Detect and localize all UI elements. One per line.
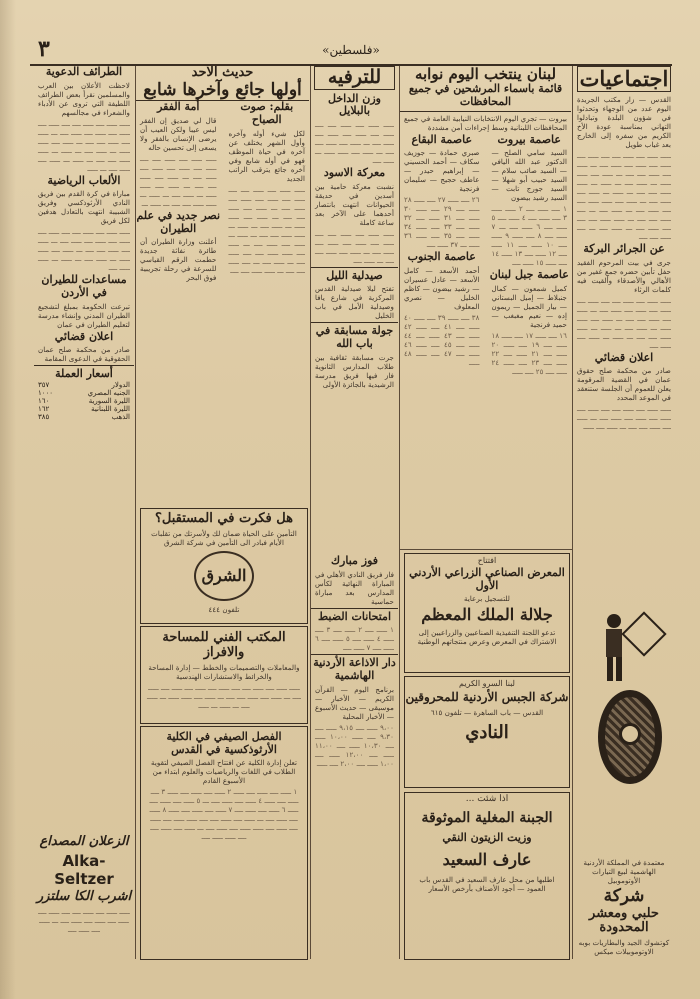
- page-header-bar: [30, 38, 672, 66]
- exams-filler: ١ ـــــ ــــ ٢ ـــــ ــــ ٣ ــــ ـــــ ٤ ـــــ ــــ ٥ ـــــ ــــ ٦ ـــــ ــــ ٧ ـــــ ــــ: [315, 625, 394, 653]
- cheese-ad-line1: الجبنة المغلية الموثوقة: [421, 810, 553, 826]
- lebanon-districts: [400, 134, 571, 376]
- entertainment-subtitle: وزن الداخل بالبلايل: [328, 91, 381, 118]
- survey-office-ad-box: [140, 626, 308, 724]
- exhibition-ad-box: [404, 553, 570, 673]
- district-filler-1: ١ ــــ ـــــ ــــ ٢ ـــــ ـــــ ٣ ــــ ـــــ ــــ ٤ ـــــ ــــ ٥ ـــــ ــــ ٦ ـــــ ــــ ـــ ٧ ـــــ ــــ ٨ ــــ ـــــ ٩ ـــــ ــــ ١٠ ـــــ ــــ ١١ ـــــ ــــ ١٢ ـــــ ــــ ١٣ ـــــ ١٤ ــــ ـــــ ١٥ ـــــ ــــ: [491, 204, 567, 268]
- column-lebanon: [400, 66, 571, 549]
- entertainment-filler-1: ـــــ ـــــ ــــ ـــــ ــــ ــــ ـــــ ــــ ـــــ ــــ ـــــ ــــ ـــــ ــــ ـــ ـــــ ــــ ـــــ ــــ ــــ ـــ ـــــ ــــ ـــــ ـــــ ـــ ـــــ ــــ: [315, 120, 394, 166]
- tire-ad-small: كوتشوك الجيد والبطاريات بوبه الاوتوموبيلات ميكس: [578, 938, 670, 957]
- insurance-ad-text: التأمين على الحياة ضمان لك ولأسرتك من تقلبات الأيام فبادر الى التأمين في شركة الشرق: [151, 528, 297, 547]
- currency-row: الذهب ٣٨٥: [38, 412, 130, 421]
- social-title: اجتماعيات: [577, 66, 671, 92]
- company-ad-pre: لبنا السرو الكريم: [459, 679, 515, 688]
- insurance-ad-phone: تلفون ٤٤٤: [208, 604, 240, 614]
- talk-subheadline: أولها جائع وآخرها شابع: [136, 81, 309, 102]
- company-ad-box: [404, 676, 570, 788]
- talk-filler-1: ـــــ ـــــ ــــ ـــــ ــــ ــــ ـــــ ــــ ـــــ ــــ ـــــ ــــ ـــــ ــــ ـــ ـــــ ــــ ـــــ ــــ ــــ ـــ ـــــ ــــ ـــــ ـــــ ـــ ـــــ ــــ ـــ ـــــ ـــ ـــــ ـــــ ــــ ــــ ـــ ـــــ ـــ ـــــ ــــ ـــــ ــــ ـــ ـــــ ــــ ـــــ ـــــ ــــ ــــ ـــــ ــــ ـــ ـــــ ــــ ـــ ــــ ـــــ ــــ ــــ ـــ ـــــ ـــــ ــــ ــــ: [228, 184, 305, 275]
- tire-ad-picture: [590, 612, 660, 792]
- talk-filler-2: ـــــ ـــــ ــــ ـــــ ــــ ــــ ـــــ ــــ ـــــ ــــ ـــــ ــــ ـــــ ــــ ـــ ـــــ ــــ ـــــ ــــ ــــ ـــ ـــــ ــــ ـــــ ـــــ ـــ ـــــ ــــ ـــ ـــــ ـــ ـــــ ـــــ ــــ ــــ ـــ ـــــ ـــ: [140, 154, 217, 209]
- school-ad-text: تعلن إدارة الكلية عن افتتاح الفصل الصيفي لتقوية الطلاب في اللغات والرياضيات والعلوم ابتداء من الأسبوع القادم: [151, 758, 297, 786]
- sports-filler-1: ـــــ ـــــ ــــ ـــــ ــــ ــــ ـــــ ــــ ـــــ ــــ ـــــ ــــ ـــــ ــــ ـــ ـــــ ــــ ـــــ ــــ ــــ ـــ ـــــ ــــ ـــــ ـــــ ـــ ـــــ ــــ ـــ ـــــ ـــ ـــــ ـــــ ــــ ــــ ـــ ـــــ ـــ ـــــ ــــ ـــــ ــــ ـــ ـــــ: [38, 118, 130, 173]
- insurance-ad-question: هل فكرت في المستقبل؟: [155, 511, 293, 526]
- cheese-ad-text: اطلبها من محل عارف السعيد في القدس باب العمود — أجود الأصناف بأرخص الأسعار: [419, 875, 555, 894]
- entertainment-title: للترفيه: [314, 66, 395, 90]
- contest-text: جرت مسابقة ثقافية بين طلاب المدارس الثانوية فاز فيها فريق مدرسة الرشيدية بالجائزة الأولى: [315, 352, 394, 389]
- radio-filler: ٩،٠٠ ـــــ ــــ ٩،١٥ ـــــ ــــ ٩،٣٠ ــــ ـــــ ١٠،٠٠ ـــــ ــــ ١٠،٣٠ ـــــ ــــ ١١،٠٠ ـــــ ــــ ١٢،٠٠ ـــــ ــــ ١،٠٠ ـــــ ــــ ٢،٠٠ ــــ ـــــ: [315, 722, 394, 768]
- district-2-title: عاصمة جبل لبنان: [489, 268, 569, 282]
- victory-title: فوز مبارك: [330, 555, 379, 567]
- exhibition-ad-line1: المعرض الصناعي الزراعي الأردني الأول: [409, 566, 565, 592]
- district-3-text: صبري حمادة — جوزيف سكاف — أحمد الحسيني — إبراهيم حيدر — عاطف حجيج — سليمان فرنجية: [404, 148, 480, 194]
- tire-ad-desc: معتمدة في المملكة الأردنية الهاشمية لبيع التيارات الأوتوموبيل: [583, 858, 665, 885]
- district-1-text: السيد سامي الصلح — الدكتور عبد الله اليافي — السيد صائب سلام — السيد حبيب أبو شهلا — السيد جورج تابت — السيد رشيد بيضون: [491, 148, 567, 203]
- school-ad-box: [140, 726, 308, 960]
- column-rule-2: [399, 66, 400, 959]
- company-ad-line3: النادي: [465, 721, 509, 743]
- district-4-text: أحمد الأسعد — كامل الأسعد — عادل عسيران — رشيد بيضون — كاظم الخليل — نصري المعلوف: [404, 265, 480, 311]
- contest-title: جولة مسابقة في باب الله: [311, 322, 398, 350]
- tire-ad-line1: شركة: [603, 886, 645, 906]
- social-section-1-text: جرى في بيت المرحوم الفقيد حفل تأبين حضره جمع غفير من الأهالي والأصدقاء وألقيت فيه كلمات الرثاء: [577, 257, 671, 294]
- district-1-title: عاصمة بيروت: [497, 132, 561, 146]
- social-filler-1: ـــــ ـــــ ــــ ـــــ ــــ ــــ ـــــ ــــ ـــــ ــــ ـــــ ــــ ـــــ ــــ ـــ ـــــ ــــ ـــــ ــــ ــــ ـــ ـــــ ــــ ـــــ ـــــ ـــ ـــــ ــــ ـــ ـــــ ـــ ـــــ ـــــ ــــ ــــ ـــ ـــــ ـــ ـــــ ــــ ـــــ ــــ ـــ ـــــ ــــ ـــــ ـــــ ــــ ــــ ـــــ ــــ ـــ ـــــ ــــ ـــ ــــ ـــــ ــــ ــــ ـــ ـــــ ـــــ ــــ ــــ ــــ ـــــ ــــ ـــ ـــــ ــــ ـــ ــــ ـــــ ــــ ــــ: [577, 151, 671, 242]
- talk-text-2: قال لي صديق إن الفقر ليس عيبا ولكن العيب أن يرضى الإنسان بالفقر ولا يسعى إلى تحسين حاله: [140, 116, 217, 153]
- pharmacy-text: تفتح ليلا صيدلية القدس المركزية في شارع يافا وصيدلية الأمل في باب الخليل: [315, 284, 394, 321]
- survey-office-title: المكتب الفني للمساحة والافراز: [162, 630, 286, 660]
- alka-seltzer-ad: [34, 835, 134, 955]
- currency-row: الجنيه المصري ١٠٠٠: [38, 388, 130, 397]
- alka-ad-bottom: اشرب الكا سلتزر: [36, 888, 132, 904]
- exams-title: امتحانات الضبط: [311, 608, 398, 624]
- talk-headline: حديث الاحد: [191, 66, 254, 80]
- tire-ad-line3: المحدودة: [599, 920, 649, 936]
- entertainment-filler-2: ـــــ ـــــ ــــ ـــــ ــــ ــــ ـــــ ــــ ـــــ ــــ ـــــ ــــ ـــــ ــــ ـــ ـــــ ــــ ـــــ ــــ ــــ ـــ ـــــ ــــ: [315, 228, 394, 265]
- talk-text-3: أعلنت وزارة الطيران أن طائرة نفاثة جديدة حطمت الرقم القياسي للسرعة في رحلة تجريبية فوق البحر: [140, 237, 217, 283]
- pharmacy-title: صيدلية الليل: [311, 267, 398, 283]
- tire-icon: [598, 690, 662, 784]
- school-ad-title: الفصل الصيفي في الكلية الأرثوذكسية في القدس: [166, 730, 282, 756]
- lebanon-headline: لبنان ينتخب اليوم نوابه: [414, 66, 557, 83]
- school-ad-filler: ١ ـــــ ــــ ـــــ ــــ ـــــ ٢ ـــــ ــــ ـــــ ــــ ـــــ ٣ ــــ ـــــ ــــ ـــــ ٤ ـــــ ــــ ـــــ ــــ ـــ ٥ ـــــ ــــ ـــــ ــــ ـــــ ٦ ـــــ ــــ ـــــ ــــ ٧ ـــــ ــــ ـــــ ــــ ـــــ ٨ ـــــ ــــ ـــــ ــــ ـــ ـــــ ــــ ـــــ ــــ ــــ ـــــ ـــــ ــــ ـــــ ــــ ـــــ ــــ ـــــ ـــــ ــــ ـــــ ــــ ـــ ـــــ ــــ ـــــ ــــ ــــ ـــــ ـــــ ــــ: [149, 787, 299, 842]
- talk-sub-2: نصر جديد في علم الطيران: [136, 209, 221, 235]
- lebanon-subheadline: قائمة باسماء المرشحين في جميع المحافظات: [400, 83, 571, 111]
- district-4-title: عاصمة الجنوب: [407, 250, 476, 264]
- district-filler-3: ٢٦ ــــ ـــــ ٢٧ ــــ ـــــ ٢٨ ـــــ ــــ ٢٩ ــــ ـــــ ٣٠ ـــــ ــــ ٣١ ـــــ ــــ ٣٢ ـــــ ــــ ٣٣ ــــ ـــــ ٣٤ ـــــ ــــ ٣٥ ــــ ـــــ ٣٦ ـــــ ـــ ٣٧ ـــــ ــــ: [404, 195, 480, 250]
- cheese-ad-line3: عارف السعيد: [442, 849, 532, 869]
- column-entertainment: [311, 66, 398, 549]
- victory-text: فاز فريق النادي الأهلي في المباراة النهائية لكأس المدارس بعد مباراة حماسية: [315, 569, 394, 606]
- alka-ad-top: الزعلان المصداع: [39, 835, 129, 849]
- cheese-ad-box: [404, 792, 570, 960]
- lebanon-intro: بيروت — تجري اليوم الانتخابات النيابية العامة في جميع المحافظات اللبنانية وسط إجراءات أمن مشددة: [404, 113, 567, 132]
- tire-ad-line2: حلبي ومعشر: [589, 905, 659, 921]
- exhibition-ad-text: تدعو اللجنة التنفيذية الصناعيين والزراعيين إلى الاشتراك في المعرض وعرض منتجاتهم الوطنية: [417, 627, 557, 646]
- currency-row: الليرة السورية ١٦٠: [38, 396, 130, 405]
- insurance-emblem-icon: [194, 551, 254, 601]
- tire-ad: [573, 856, 675, 958]
- social-filler-2: ـــــ ـــــ ــــ ـــــ ــــ ــــ ـــــ ــــ ـــــ ــــ ـــــ ــــ ـــــ ــــ ـــ ـــــ ــــ ـــــ ــــ ــــ ـــ ـــــ ــــ ـــــ ـــــ ـــ ـــــ ــــ ـــ ـــــ ـــ ـــــ ـــــ ــــ ــــ ـــ ـــــ ـــ ـــــ ــــ ـــــ ــــ: [577, 295, 671, 350]
- lebanon-bottom-rule: [400, 549, 572, 550]
- alka-ad-filler: ـــــ ـــــ ــــ ـــــ ــــ ــــ ـــــ ــــ ـــــ ــــ ـــــ ــــ ـــــ ــــ ـــ ـــــ ــــ ـــــ ــــ: [38, 906, 130, 934]
- column-rule-1: [572, 66, 573, 959]
- exhibition-ad-pre: افتتاح: [477, 556, 497, 565]
- radio-title: دار الاذاعة الأردنية الهاشمية: [311, 654, 398, 682]
- court-notice-text: صادر من محكمة صلح عمان الحقوقية في الدعوى المقامة: [38, 345, 130, 364]
- column-sports: [34, 66, 134, 961]
- currency-row: الليرة اللبنانية ١٦٢: [38, 404, 130, 413]
- court-notice-title: اعلان قضائي: [54, 329, 114, 343]
- lions-title: معركة الاسود: [323, 166, 386, 180]
- district-filler-2: ١٦ ــــ ـــــ ١٧ ــــ ـــــ ١٨ ـــــ ــــ ١٩ ــــ ـــــ ٢٠ ـــــ ــــ ٢١ ـــــ ــــ ٢٢ ـــــ ــــ ٢٣ ــــ ـــــ ٢٤ ـــــ ــــ ٢٥ ــــ ـــــ: [491, 330, 568, 376]
- company-ad-line1: شركة الجبس الأردنية للمحروقين: [405, 690, 569, 704]
- currency-row: الدولار ٣٥٧: [38, 380, 130, 389]
- anecdotes-title: الطرائف الدعوية: [45, 66, 123, 78]
- district-3-title: عاصمة البقاع: [411, 132, 473, 146]
- tire-man-icon: [594, 612, 634, 682]
- talk-body: [136, 101, 309, 282]
- anecdotes-text: لاحظت الأعلان بين العرب والمسلمين نقرأ بعض الطرائف اللطيفة التي تروى عن الأدباء والشعراء في مجالسهم: [38, 80, 130, 117]
- aviation-title: مساعدات للطيران في الأردن: [41, 273, 127, 299]
- column-middle-lower: [311, 555, 398, 961]
- social-intro: القدس — زار مكتب الجريدة اليوم عدد من الوجهاء وتحدثوا في شؤون البلدة وتبادلوا التهاني بمناسبة عودة الأخ الكريم من سفره إلى الخارج بعد غياب طويل: [577, 95, 671, 150]
- alka-ad-brand: Alka-Seltzer: [54, 851, 114, 888]
- survey-office-text: والمعاملات والتصميمات والخطط — إدارة المساحة والخرائط والاستشارات الهندسية: [148, 662, 300, 681]
- newspaper-name: «فلسطين»: [322, 43, 380, 57]
- exhibition-ad-line3: جلالة الملك المعظم: [421, 605, 553, 625]
- district-filler-4: ٣٨ ــــ ـــــ ٣٩ ــــ ـــــ ٤٠ ـــــ ــــ ٤١ ــــ ـــــ ٤٢ ـــــ ــــ ٤٣ ـــــ ــــ ٤٤ ـــــ ــــ ٤٥ ــــ ـــــ ٤٦ ـــــ ــــ ٤٧ ــــ ـــــ ٤٨ ـــــ: [404, 312, 480, 367]
- cheese-ad-line2: وزيت الزيتون النقي: [442, 831, 532, 845]
- column-sunday-talk: [136, 66, 309, 529]
- page-number: ٣: [38, 36, 50, 62]
- currency-table: [34, 381, 134, 421]
- sports-filler-2: ـــــ ـــــ ــــ ـــــ ــــ ــــ ـــــ ــــ ـــــ ــــ ـــــ ــــ ـــــ ــــ ـــ ـــــ ــــ ـــــ ــــ ــــ ـــ ـــــ ــــ ـــــ ـــــ ـــ ـــــ ــــ ـــ ـــــ ـــ ـــــ ـــــ ــــ: [38, 227, 130, 273]
- district-2-text: كميل شمعون — كمال جنبلاط — إميل البستاني — بيار الجميل — ريمون إده — نعيم مغبغب — حميد فرنجية: [491, 283, 567, 329]
- talk-sub-1: أمة الفقر: [157, 100, 200, 114]
- column-rule-4: [135, 66, 136, 959]
- sports-title: الألعاب الرياضية: [47, 173, 121, 187]
- lions-text: نشبت معركة حامية بين أسدين في حديقة الحيوانات انتهت بانتصار أحدهما على الآخر بعد ساعة كاملة: [315, 181, 394, 227]
- survey-office-filler: ـــــ ـــــ ــــ ـــــ ــــ ــــ ـــــ ــــ ـــــ ــــ ـــــ ــــ ـــــ ــــ ـــ ـــــ ــــ ـــــ ــــ ــــ ـــ ـــــ ــــ ـــــ ـــــ ـــ ـــــ ــــ ـــ ـــــ ـــ ـــــ: [147, 682, 301, 710]
- social-section-2-title: اعلان قضائي: [594, 350, 654, 364]
- page-fold-shadow: [0, 0, 16, 999]
- exhibition-ad-line2: للتسجيل برعاية: [464, 594, 510, 604]
- talk-byline: بقلم: صوت الصباح: [240, 100, 294, 127]
- radio-text: برنامج اليوم — القرآن الكريم — الأخبار — موسيقى — حديث الأسبوع — الأخبار المحلية: [315, 684, 394, 721]
- talk-text-1: لكل شيء أوله وآخره وأول الشهر يختلف عن آخره في حياة الموظف فهو في أوله شابع وفي آخره جائع يترقب الراتب الجديد: [228, 128, 305, 183]
- sports-text: مباراة في كرة القدم بين فريق النادي الأرثوذكسي وفريق الشبيبة انتهت بالتعادل هدفين لكل فريق: [38, 189, 130, 226]
- column-rule-3: [310, 66, 311, 959]
- social-filler-3: ـــــ ـــــ ــــ ـــــ ــــ ــــ ـــــ ــــ ـــــ ــــ ـــــ ــــ ـــــ ــــ ـــ ـــــ ــــ ـــــ ــــ ــــ ـــ ـــــ ــــ ـــــ: [577, 404, 671, 432]
- insurance-ad-brand: الشرق: [201, 566, 247, 586]
- company-ad-line2: القدس — باب الساهرة — تلفون ٦١٥: [430, 707, 544, 717]
- cheese-ad-pre: اذا شئت ...: [465, 794, 509, 804]
- currency-title: أسعار العملة: [34, 365, 134, 381]
- insurance-ad-box: [140, 508, 308, 624]
- social-section-2-text: صادر من محكمة صلح حقوق عمان في القضية المرقومة يعلن للعموم أن الجلسة ستنعقد في الموعد المحدد: [577, 366, 671, 403]
- social-section-1-title: عن الجرائر البركة: [583, 242, 665, 256]
- column-social: [573, 66, 675, 961]
- aviation-text: تبرعت الحكومة بمبلغ لتشجيع الطيران المدني وإنشاء مدرسة لتعليم الطيران في عمان: [38, 301, 130, 329]
